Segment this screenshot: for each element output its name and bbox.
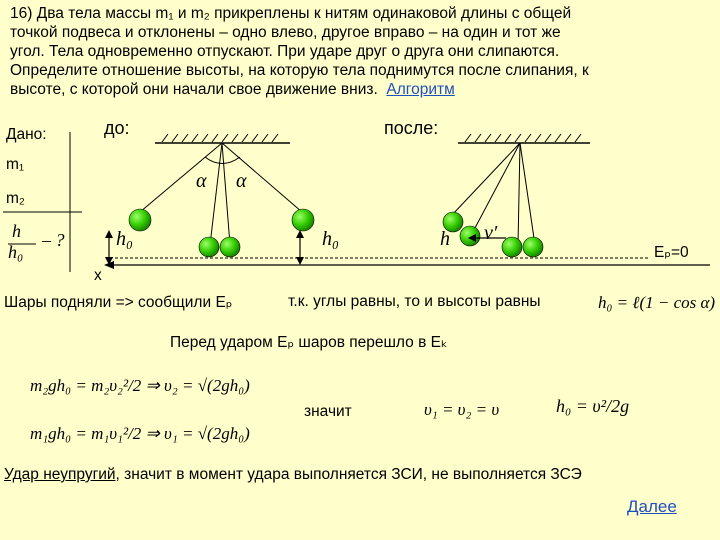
problem-line: 16) Два тела массы m₁ и m₂ прикреплены к нитям одинаковой длины с общей: [10, 5, 572, 22]
string-after-4: [520, 143, 535, 245]
velocity-equality: υ₁ = υ₂ = υ: [424, 400, 500, 419]
equal-heights-text: т.к. углы равны, то и высоты равны: [288, 293, 541, 310]
given-question: – ?: [42, 230, 65, 250]
ball-bottom-right: [220, 237, 240, 257]
problem-line: Определите отношение высоты, на которую тела поднимутся после слипания, к: [10, 62, 589, 79]
h0-formula: h₀ = ℓ(1 − cos α): [598, 293, 716, 312]
ep-zero-label: Eₚ=0: [654, 244, 689, 261]
alpha-label: α: [196, 170, 207, 192]
conclusion: [4, 466, 582, 484]
ball-after-bottom-right: [523, 237, 543, 257]
string-right: [222, 143, 302, 212]
given-m1: m₁: [6, 156, 25, 173]
ceiling-after: [458, 134, 590, 143]
ball-after-bottom-left: [502, 237, 522, 257]
string-down-right: [222, 143, 230, 245]
energy-equation-2: m₂gh₀ = m₂υ₂²/2 ⇒ υ₂ = √(2gh₀): [30, 376, 250, 395]
conclusion-rest: , значит в момент удара выполняется ЗСИ, не выполняется ЗСЭ: [115, 466, 582, 483]
ball-right: [292, 209, 314, 231]
ball-bottom-left: [199, 237, 219, 257]
before-label: до:: [104, 118, 130, 138]
problem-line-text: высоте, с которой они начали свое движение вниз.: [10, 81, 378, 98]
string-after-3: [518, 143, 520, 245]
x-axis-label: x: [94, 267, 102, 284]
therefore-text: значит: [304, 403, 352, 420]
after-label: после:: [384, 118, 439, 138]
transfer-text: Перед ударом Eₚ шаров перешло в Eₖ: [170, 334, 448, 351]
algorithm-link[interactable]: Алгоритм: [386, 81, 455, 98]
string-down-left: [210, 143, 222, 245]
given-h0-denominator: h₀: [8, 242, 24, 262]
string-after-2: [475, 143, 520, 228]
conclusion-underlined: Удар неупругий: [4, 466, 116, 483]
problem-line: угол. Тела одновременно отпускают. При ударе друг о друга они слипаются.: [10, 43, 560, 60]
angle-arc: [205, 157, 240, 164]
energy-equation-1: m₁gh₀ = m₁υ₁²/2 ⇒ υ₁ = √(2gh₀): [30, 424, 250, 443]
h0-right-label: h₀: [322, 228, 339, 250]
given-h-numerator: h: [12, 221, 21, 241]
string-after-1: [452, 143, 520, 215]
given-title: Дано:: [6, 126, 47, 143]
string-left: [140, 143, 222, 212]
h-after-label: h: [440, 228, 450, 250]
ceiling-before: [155, 134, 290, 143]
next-link[interactable]: Далее: [627, 497, 677, 516]
problem-line: точкой подвеса и отклонены – одно влево, другое вправо – на один и тот же: [10, 24, 561, 41]
alpha-label: α: [236, 170, 247, 192]
ball-after-mid: [460, 226, 480, 246]
velocity-label: v′: [484, 222, 498, 244]
height-formula: h₀ = υ²/2g: [556, 396, 630, 416]
h0-left-label: h₀: [116, 228, 133, 250]
given-m2: m₂: [6, 190, 25, 207]
raised-text: Шары подняли => сообщили Eₚ: [4, 294, 233, 311]
